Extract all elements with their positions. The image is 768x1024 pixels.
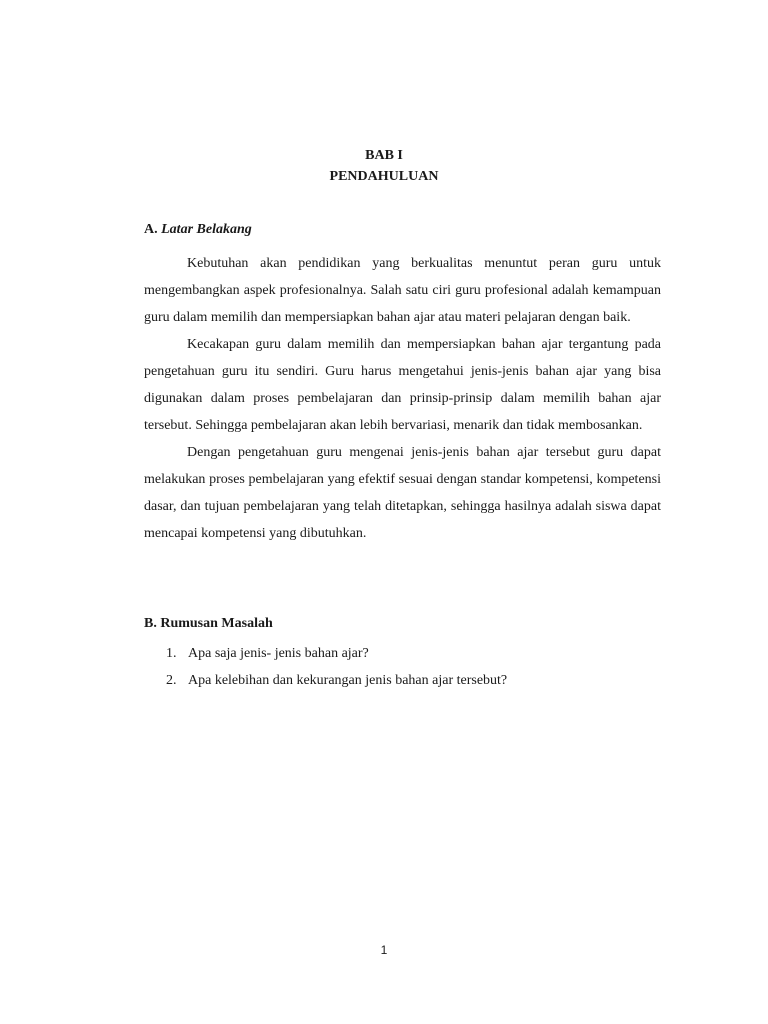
page-number: 1 (380, 943, 388, 957)
paragraph: Kecakapan guru dalam memilih dan mempersiapkan bahan ajar tergantung pada pengetahuan guru itu sendiri. Guru harus mengetahui jenis-jenis bahan ajar yang bisa digunakan dalam proses pembelajaran dan prinsip-prinsip dalam memilih bahan ajar tersebut. Sehingga pembelajaran akan lebih bervariasi, menarik dan tidak membosankan. (144, 337, 661, 433)
list-item-number: 1. (166, 646, 177, 661)
chapter-number: BAB I (365, 148, 403, 163)
list-item (166, 667, 661, 694)
paragraph: Dengan pengetahuan guru mengenai jenis-jenis bahan ajar tersebut guru dapat melakukan proses pembelajaran yang efektif sesuai dengan standar kompetensi, kompetensi dasar, dan tujuan pembelajaran yang telah ditetapkan, sehingga hasilnya adalah siswa dapat mencapai kompetensi yang dibutuhkan. (144, 445, 661, 541)
list-item (166, 640, 661, 667)
section-a-letter: A. (144, 222, 158, 237)
list-item-text: Apa saja jenis- jenis bahan ajar? (188, 646, 369, 661)
section-a-heading (144, 222, 252, 238)
paragraph: Kebutuhan akan pendidikan yang berkualitas menuntut peran guru untuk mengembangkan aspek profesionalnya. Salah satu ciri guru profesional adalah kemampuan guru dalam memilih dan mempersiapkan bahan ajar atau materi pelajaran dengan baik. (144, 256, 661, 325)
section-a-body (144, 250, 661, 547)
section-b-heading: B. Rumusan Masalah (144, 616, 273, 631)
chapter-title: PENDAHULUAN (329, 169, 439, 184)
list-item-number: 2. (166, 673, 177, 688)
list-item-text: Apa kelebihan dan kekurangan jenis bahan ajar tersebut? (188, 673, 508, 688)
problem-list (166, 640, 661, 694)
section-a-title: Latar Belakang (161, 222, 252, 237)
